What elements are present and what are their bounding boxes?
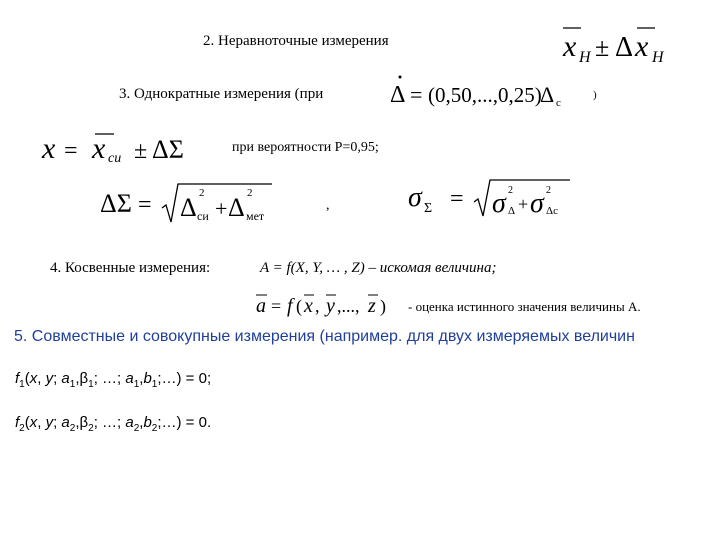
math-pm: ± <box>134 138 148 164</box>
math-x-2: x <box>635 30 649 63</box>
math-comma: , <box>315 296 320 316</box>
math-eq: = <box>450 186 464 212</box>
math-sub-c: с <box>556 97 561 109</box>
math-eq: = <box>410 82 423 107</box>
formula-x-result <box>40 128 190 168</box>
math-z: z <box>368 295 376 317</box>
math-y: y <box>326 295 335 317</box>
math-delta-si: Δ <box>180 193 197 222</box>
math-values: (0,50,...,0,25) <box>428 83 542 107</box>
math-delta: Δ <box>615 32 634 63</box>
item-4-formula: A = f(X, Y, … , Z) – искомая величина; <box>260 260 497 276</box>
math-x: x <box>563 30 577 63</box>
equation-1: $f_1(x$, y; $a_1,\beta_1$; …; $a_1,b_1;\dots) = 0$; <box>15 370 212 390</box>
math-eq: = <box>64 138 78 164</box>
math-sup-2b: 2 <box>546 185 551 196</box>
math-sub-met: мет <box>246 209 265 223</box>
math-eq: = <box>271 296 282 316</box>
math-plus: + <box>215 196 228 221</box>
formula-delta-sigma-sqrt <box>100 178 280 226</box>
item-3-close-paren: ) <box>593 89 597 101</box>
math-x: x <box>304 295 313 317</box>
math-delta-sigma: ΔΣ <box>152 135 184 164</box>
equation-2: $f_2(x$, y; $a_2,\beta_2$; …; $a_2,b_2;\dots) = 0$. <box>15 414 212 434</box>
math-sigma-2: σ <box>530 188 544 219</box>
item-5-text: 5. Совместные и совокупные измерения (например. для двух измеряемых величин <box>14 328 635 345</box>
separator-comma: , <box>326 198 330 213</box>
formula-a-estimate <box>254 290 396 320</box>
math-open: ( <box>296 296 302 316</box>
math-close: ) <box>380 296 386 316</box>
math-sub-si: си <box>197 209 209 223</box>
math-sup-2b: 2 <box>247 187 253 199</box>
math-delta-met: Δ <box>228 193 245 222</box>
math-x-2: x <box>92 132 106 165</box>
math-eq: = <box>138 192 152 218</box>
math-sigma-1: σ <box>492 188 506 219</box>
formula-delta-coefficient <box>388 72 578 112</box>
math-sub-delta: Δ <box>508 205 516 217</box>
math-sub-dc: Δс <box>546 205 558 217</box>
math-a: a <box>256 295 266 317</box>
math-delta: Δ <box>390 82 406 108</box>
math-sup-2: 2 <box>508 185 513 196</box>
math-sub-h-2: Н <box>652 49 664 66</box>
formula-x-pm-delta-x <box>555 22 675 66</box>
math-sub-sigma: Σ <box>424 201 433 216</box>
math-plus: + <box>518 194 529 214</box>
math-delta-c: Δ <box>540 82 555 107</box>
item-4-heading: 4. Косвенные измерения: <box>50 260 211 276</box>
item-2-heading: 2. Неравноточные измерения <box>203 33 389 49</box>
item-5-heading <box>14 328 635 346</box>
math-delta-sigma: ΔΣ <box>100 189 132 218</box>
math-sup-2: 2 <box>199 187 205 199</box>
math-x: x <box>42 132 56 165</box>
math-sigma: σ <box>408 182 422 213</box>
probability-note: при вероятности Р=0,95; <box>232 140 379 155</box>
math-sub-si: си <box>108 151 122 166</box>
item-3-heading: 3. Однократные измерения (при <box>119 86 324 102</box>
math-pm: ± <box>595 33 610 62</box>
math-sub-h: Н <box>579 49 591 66</box>
item-4-estimate-note: - оценка истинного значения величины А. <box>408 299 641 314</box>
formula-sigma-sigma-sqrt <box>408 176 578 224</box>
math-dots: ,..., <box>337 296 360 316</box>
math-dot <box>399 76 402 79</box>
math-f: f <box>287 295 293 317</box>
